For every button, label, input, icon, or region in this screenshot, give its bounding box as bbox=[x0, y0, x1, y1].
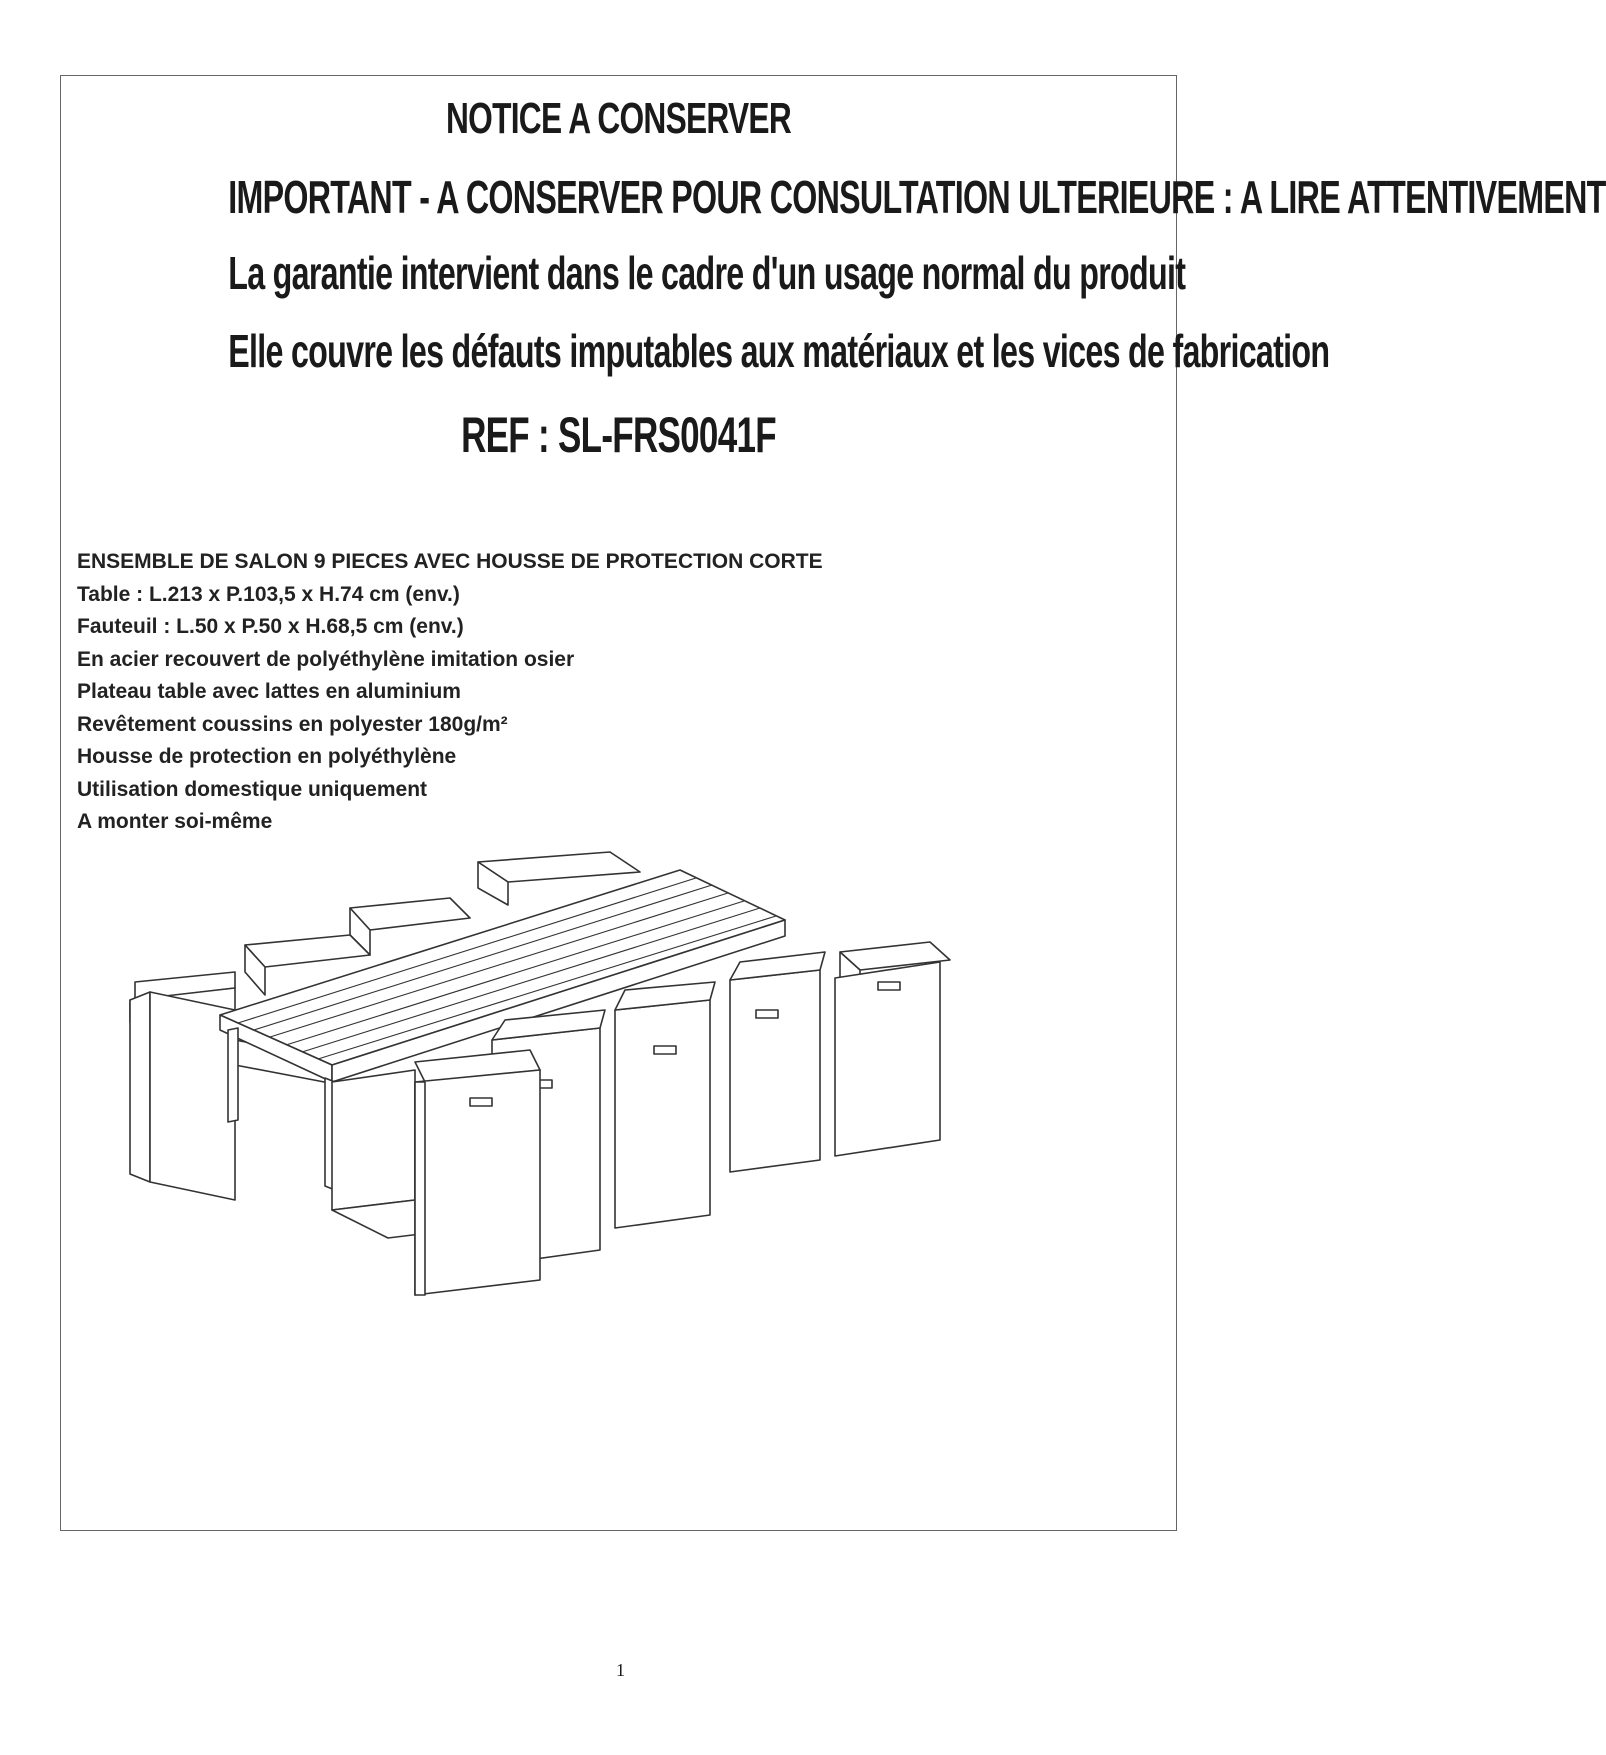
spec-line: En acier recouvert de polyéthylène imitation osier bbox=[77, 647, 575, 671]
spec-line: Revêtement coussins en polyester 180g/m² bbox=[77, 712, 508, 736]
furniture-set-drawing bbox=[70, 860, 1060, 1430]
front-chair-3 bbox=[615, 982, 715, 1228]
spec-line: ENSEMBLE DE SALON 9 PIECES AVEC HOUSSE DE PROTECTION CORTE bbox=[77, 550, 823, 573]
spec-line: Plateau table avec lattes en aluminium bbox=[77, 680, 461, 703]
right-end-chair bbox=[835, 942, 950, 1156]
spec-line: Table : L.213 x P.103,5 x H.74 cm (env.) bbox=[77, 582, 460, 606]
spec-line: A monter soi-même bbox=[77, 810, 273, 833]
warranty-line-2: Elle couvre les défauts imputables aux matériaux et les vices de fabrication bbox=[228, 325, 1330, 377]
important-notice: IMPORTANT - A CONSERVER POUR CONSULTATION ULTERIEURE : A LIRE ATTENTIVEMENT bbox=[228, 171, 1606, 223]
front-chair-1 bbox=[415, 1050, 540, 1295]
spec-line: Housse de protection en polyéthylène bbox=[77, 745, 457, 768]
product-reference: REF : SL-FRS0041F bbox=[461, 407, 776, 463]
notice-title: NOTICE A CONSERVER bbox=[446, 94, 791, 143]
product-specs bbox=[77, 546, 823, 839]
page-number: 1 bbox=[616, 1660, 625, 1680]
warranty-line-1: La garantie intervient dans le cadre d'un usage normal du produit bbox=[228, 247, 1186, 299]
front-chair-4 bbox=[730, 952, 825, 1172]
spec-line: Fauteuil : L.50 x P.50 x H.68,5 cm (env.) bbox=[77, 615, 464, 638]
spec-line: Utilisation domestique uniquement bbox=[77, 777, 428, 801]
